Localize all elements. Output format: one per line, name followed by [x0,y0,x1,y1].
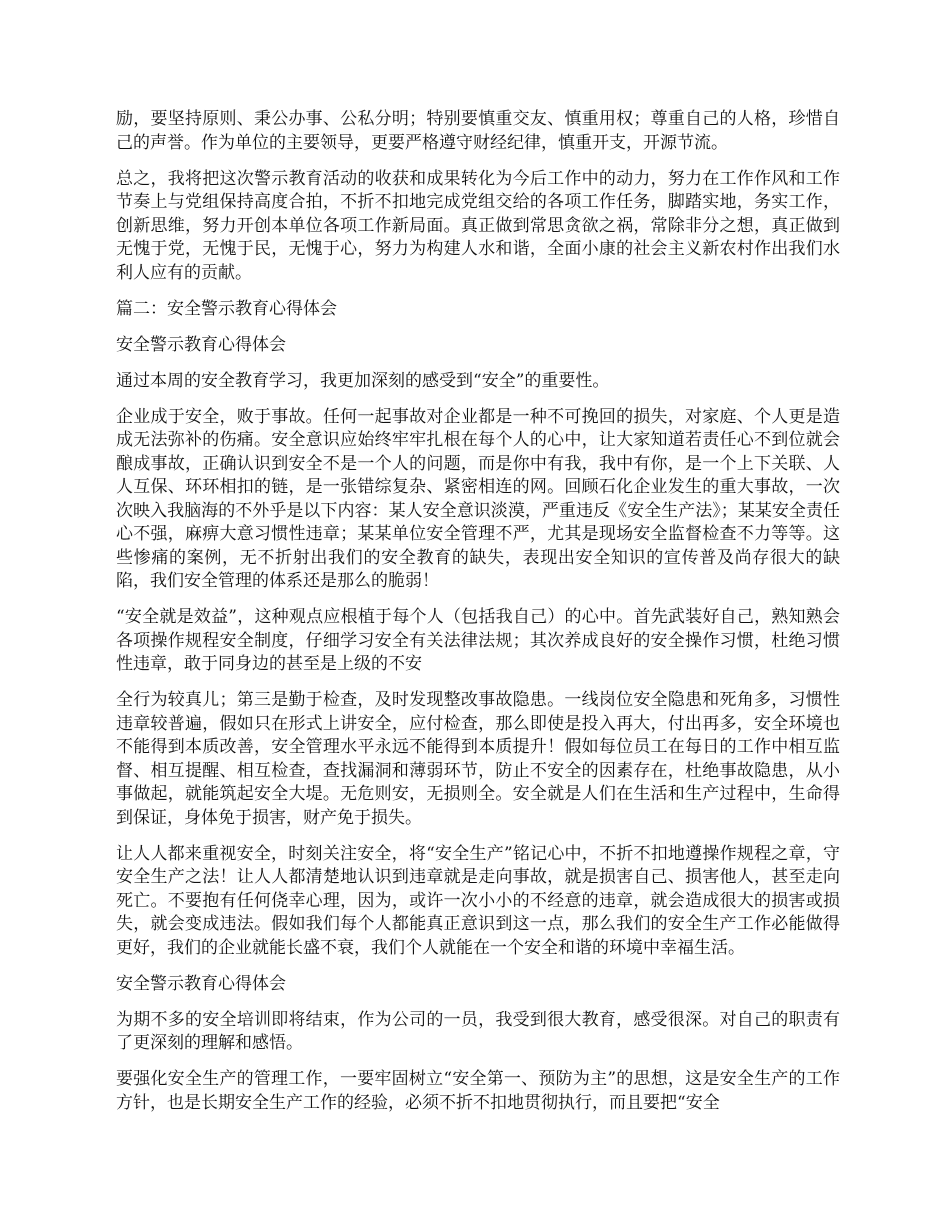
section-heading-part-two: 篇二：安全警示教育心得体会 [116,298,337,319]
paragraph-inspection: 全行为较真儿；第三是勤于检查，及时发现整改事故隐患。一线岗位安全隐患和死角多，习惯性违章较普遍，假如只在形式上讲安全，应付检查，那么即使是投入再大，付出再多，安全环境也不能得到本质改善，安全管理水平永远不能得到本质提升！假如每位员工在每日的工作中相互监督、相互提醒、相互检查，查找漏洞和薄弱环节，防止不安全的因素存在，杜绝事故隐患，从小事做起，就能筑起安全大堤。无危则安，无损则全。安全就是人们在生活和生产过程中，生命得到保证，身体免于损害，财产免于损失。 [116,690,840,828]
paragraph-safety-benefit: “安全就是效益”，这种观点应根植于每个人（包括我自己）的心中。首先武装好自己，熟知熟会各项操作规程安全制度，仔细学习安全有关法律法规；其次养成良好的安全操作习惯，杜绝习惯性违章，敢于同身边的甚至是上级的不安 [116,607,840,674]
document-body [116,108,840,1128]
paragraph-enterprise-safety: 企业成于安全，败于事故。任何一起事故对企业都是一种不可挽回的损失，对家庭、个人更是造成无法弥补的伤痛。安全意识应始终牢牢扎根在每个人的心中，让大家知道若责任心不到位就会酿成事故，正确认识到安全不是一个人的问题，而是你中有我，我中有你，是一个上下关联、人人互保、环环相扣的链，是一张错综复杂、紧密相连的网。回顾石化企业发生的重大事故，一次次映入我脑海的不外乎是以下内容：某人安全意识淡漠，严重违反《安全生产法》；某某安全责任心不强，麻痹大意习惯性违章；某某单位安全管理不严，尤其是现场安全监督检查不力等等。这些惨痛的案例，无不折射出我们的安全教育的缺失，表现出安全知识的宣传普及尚存很大的缺陷，我们安全管理的体系还是那么的脆弱！ [116,406,840,591]
paragraph-management: 要强化安全生产的管理工作，一要牢固树立“安全第一、预防为主”的思想，这是安全生产的工作方针，也是长期安全生产工作的经验，必须不折不扣地贯彻执行，而且要把“安全 [116,1069,840,1113]
paragraph-everyone-safety: 让人人都来重视安全，时刻关注安全，将“安全生产”铭记心中，不折不扣地遵操作规程之章，守安全生产之法！让人人都清楚地认识到违章就是走向事故，就是损害自己、损害他人，甚至走向死亡。不要抱有任何侥幸心理，因为，或许一次小小的不经意的违章，就会造成很大的损害或损失，就会变成违法。假如我们每个人都能真正意识到这一点，那么我们的安全生产工作必能做得更好，我们的企业就能长盛不衰，我们个人就能在一个安全和谐的环境中幸福生活。 [116,843,840,958]
section-title: 安全警示教育心得体会 [116,334,286,355]
paragraph-conclusion: 总之，我将把这次警示教育活动的收获和成果转化为今后工作中的动力，努力在工作作风和工作节奏上与党组保持高度合拍，不折不扣地完成党组交给的各项工作任务，脚踏实地，务实工作，创新思维，努力开创本单位各项工作新局面。真正做到常思贪欲之祸，常除非分之想，真正做到无愧于党，无愧于民，无愧于心，努力为构建人水和谐，全面小康的社会主义新农村作出我们水利人应有的贡献。 [116,168,840,283]
paragraph-intro: 通过本周的安全教育学习，我更加深刻的感受到“安全”的重要性。 [116,370,610,391]
section-title-second: 安全警示教育心得体会 [116,973,286,994]
paragraph-continuation: 励，要坚持原则、秉公办事、公私分明；特别要慎重交友、慎重用权；尊重自己的人格，珍惜自己的声誉。作为单位的主要领导，更要严格遵守财经纪律，慎重开支，开源节流。 [116,109,840,153]
paragraph-training: 为期不多的安全培训即将结束，作为公司的一员，我受到很大教育，感受很深。对自己的职责有了更深刻的理解和感悟。 [116,1009,840,1053]
